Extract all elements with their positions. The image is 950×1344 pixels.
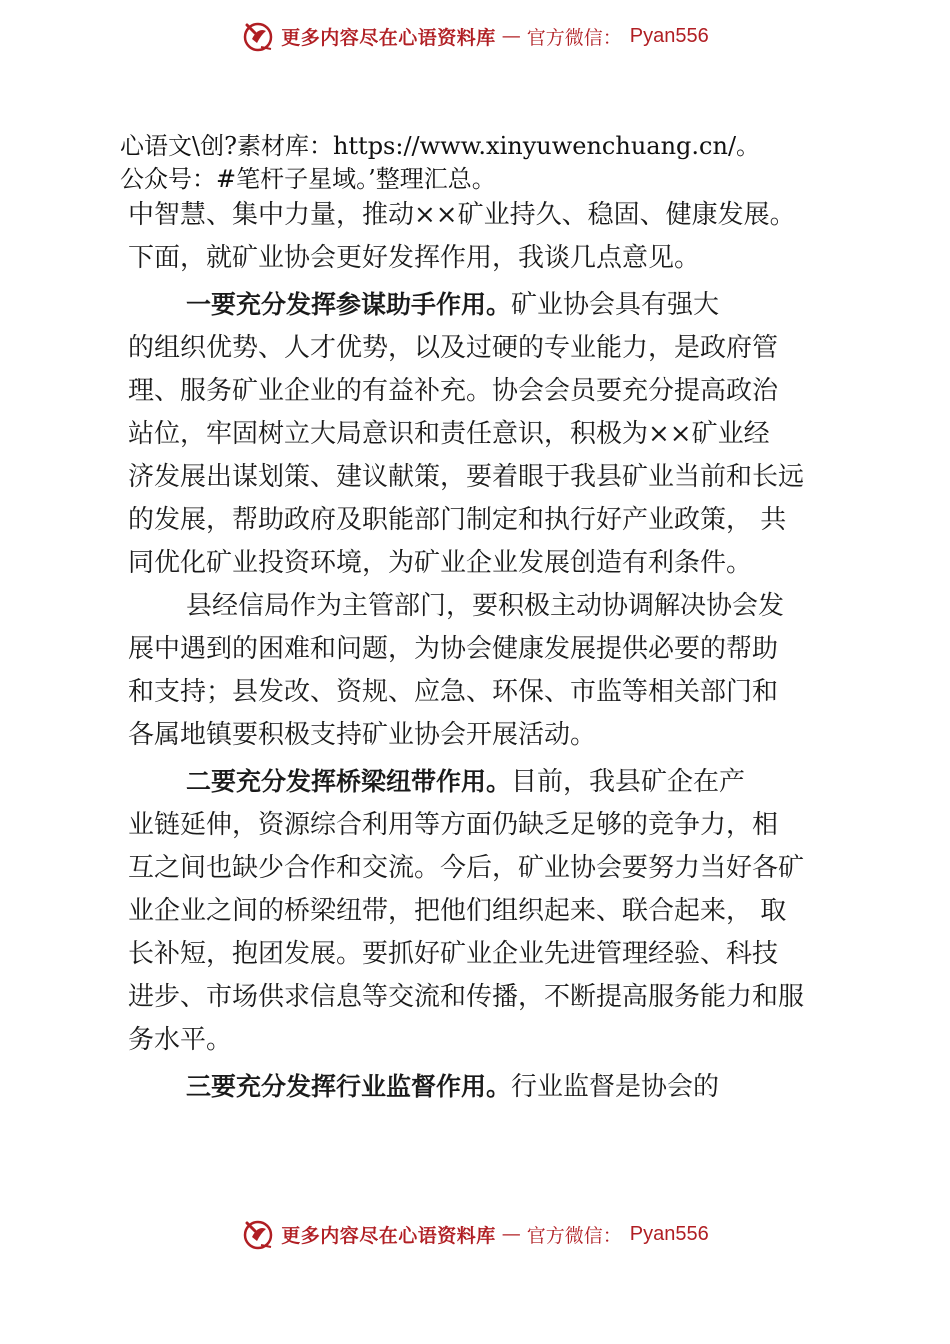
paragraph-1-first-line: [186, 290, 719, 320]
body-line: 和支持；县发改、资规、应急、环保、市监等相关部门和: [128, 677, 779, 707]
library-logo-icon: [241, 19, 275, 53]
body-line: 济发展出谋划策、建议献策，要着眼于我县矿业当前和长远: [128, 462, 805, 492]
body-line: 的组织优势、人才优势，以及过硬的专业能力，是政府管: [128, 333, 779, 363]
section-heading-1: 一要充分发挥参谋助手作用。: [186, 290, 512, 319]
banner-text: 更多内容尽在心语资料库: [281, 1224, 496, 1247]
body-text: 矿业协会具有强大: [511, 290, 720, 320]
watermark-line-1: 心语文\创?素材库：https://www.xinyuwenchuang.cn/。: [120, 132, 761, 160]
body-text: 行业监督是协会的: [511, 1072, 720, 1102]
body-line: 中智慧、集中力量，推动××矿业持久、稳固、健康发展。: [128, 200, 796, 230]
library-logo-icon: [241, 1217, 275, 1251]
banner-wechat-label: 官方微信：: [526, 1224, 622, 1247]
body-line: 站位，牢固树立大局意识和责任意识，积极为××矿业经: [128, 419, 770, 449]
body-line: 理、服务矿业企业的有益补充。协会会员要充分提高政治: [128, 376, 779, 406]
body-line: 展中遇到的困难和问题，为协会健康发展提供必要的帮助: [128, 634, 779, 664]
body-line: 同优化矿业投资环境，为矿业企业发展创造有利条件。: [128, 548, 753, 578]
section-heading-2: 二要充分发挥桥梁纽带作用。: [186, 767, 512, 796]
body-line: 长补短，抱团发展。要抓好矿业企业先进管理经验、科技: [128, 939, 779, 969]
body-line: 务水平。: [128, 1025, 233, 1055]
body-line: 各属地镇要积极支持矿业协会开展活动。: [128, 720, 597, 750]
banner-wechat-id: Pyan556: [629, 24, 709, 47]
banner-wechat-label: 官方微信：: [526, 26, 622, 49]
body-line: 业企业之间的桥梁纽带，把他们组织起来、联合起来， 取: [128, 896, 787, 926]
body-line: 业链延伸，资源综合利用等方面仍缺乏足够的竞争力，相: [128, 810, 779, 840]
body-line: 进步、市场供求信息等交流和传播，不断提高服务能力和服: [128, 982, 805, 1012]
body-text: 目前，我县矿企在产: [511, 767, 746, 797]
paragraph-4-first-line: [186, 1072, 719, 1102]
body-line: 的发展，帮助政府及职能部门制定和执行好产业政策， 共: [128, 505, 787, 535]
paragraph-3-first-line: [186, 767, 745, 797]
section-heading-3: 三要充分发挥行业监督作用。: [186, 1072, 512, 1101]
banner-separator: —: [501, 25, 521, 47]
banner-separator: —: [501, 1223, 521, 1245]
banner-text: 更多内容尽在心语资料库: [281, 26, 496, 49]
bottom-banner: [0, 1212, 950, 1256]
banner-wechat-id: Pyan556: [629, 1222, 709, 1245]
body-line: 县经信局作为主管部门，要积极主动协调解决协会发: [186, 591, 785, 621]
body-line: 互之间也缺少合作和交流。今后，矿业协会要努力当好各矿: [128, 853, 805, 883]
top-banner: [0, 14, 950, 58]
watermark-line-2: 公众号：#笔杆子星域。’整理汇总。: [120, 165, 496, 193]
body-line: 下面，就矿业协会更好发挥作用，我谈几点意见。: [128, 243, 701, 273]
